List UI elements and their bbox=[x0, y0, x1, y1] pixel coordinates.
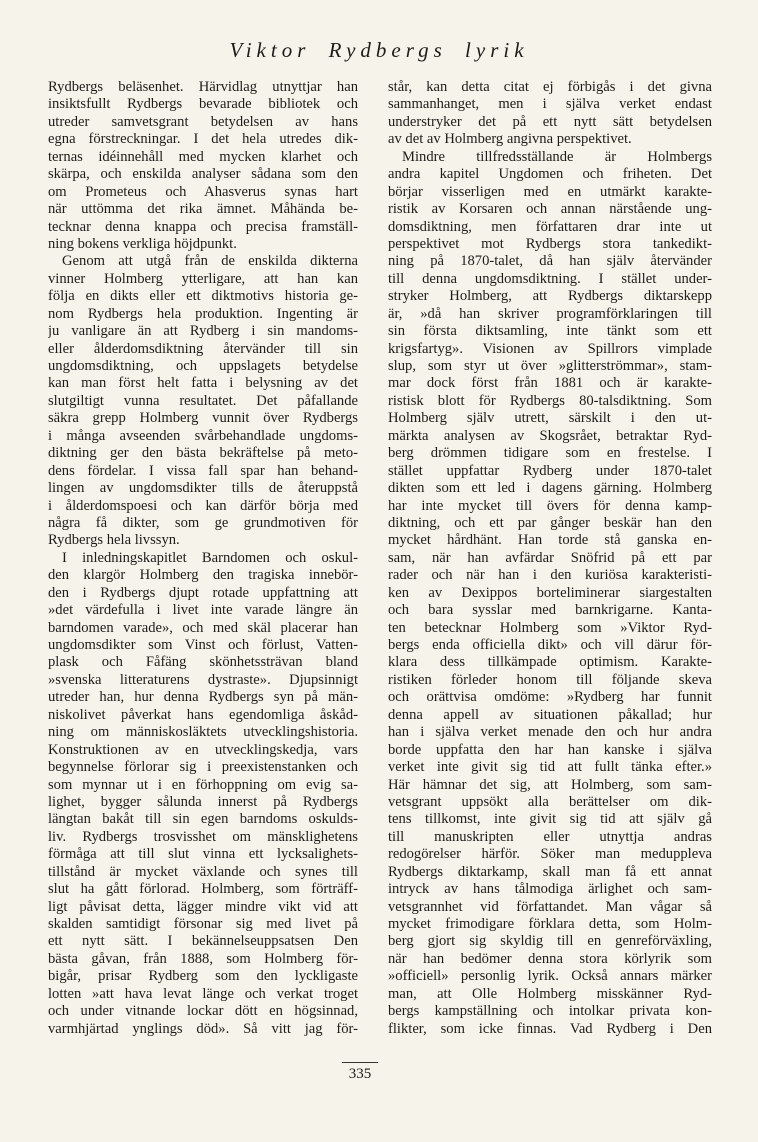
paragraph bbox=[388, 149, 712, 1038]
paragraph bbox=[48, 79, 358, 253]
text-line: bigår, prisar Rydberg som den lyckligaste bbox=[48, 968, 358, 985]
running-title: Viktor Rydbergs lyrik bbox=[229, 38, 529, 62]
text-line: bergs kampställning och intolkar privata kon- bbox=[388, 1003, 712, 1020]
text-line: borde uppfatta den har han kanske i själva bbox=[388, 741, 712, 758]
text-line: ungdomsdiktning, och uppslagets betydelse bbox=[48, 358, 358, 374]
text-line: längtan bakåt till sin egen barndoms oskulds- bbox=[48, 811, 358, 828]
text-line: ett nytt sätt. I bekännelseuppsatsen Den bbox=[48, 933, 358, 950]
text-line: när uttömma det rika ämnet. Måhända be- bbox=[48, 201, 358, 218]
text-line: klara dess tillkämpade optimism. Karakte- bbox=[388, 654, 712, 671]
text-line: har inte mycket till övers för denna kamp- bbox=[388, 497, 712, 514]
text-line: i många avseenden svårbehandlade ungdoms- bbox=[48, 427, 358, 444]
text-line: ligt påvisat detta, lägger mindre vikt vid att bbox=[48, 898, 358, 915]
text-line: bergs enda officiella dikt» och vill därur för- bbox=[388, 637, 712, 653]
text-line: till manuskripten eller utnyttja andras bbox=[388, 828, 712, 845]
text-line: vetsgrannhet vid författandet. Man vågar så bbox=[388, 898, 712, 915]
text-line: slut ha gått förlorad. Holmberg, som förträff- bbox=[48, 881, 358, 898]
text-line: ning på 1870-talet, då han själv återvänder bbox=[388, 253, 712, 270]
text-line: Rydbergs beläsenhet. Härvidlag utnyttjar han bbox=[48, 79, 358, 95]
text-line: Holmberg själv utrett, särskilt i den ut- bbox=[388, 410, 712, 427]
right-column bbox=[388, 79, 712, 1038]
text-line: plask och Fåfäng skönhetssträvan bland bbox=[48, 654, 358, 671]
text-line: begynnelse förlorar sig i preexistenstanken och bbox=[48, 759, 358, 776]
text-line: till denna ungdomsdiktning. I stället under- bbox=[388, 270, 712, 287]
text-line: ning om människosläktets utvecklingshistoria. bbox=[48, 724, 358, 741]
text-line: den i Rydbergs djupt rotade uppfattning att bbox=[48, 584, 358, 601]
text-line: dikten som ett led i dagens gärning. Holmberg bbox=[388, 480, 712, 497]
text-line: lighet, bygger sålunda innerst på Rydbergs bbox=[48, 793, 358, 810]
text-line: Rydbergs hela livssyn. bbox=[48, 532, 180, 549]
text-line: insiktsfullt Rydbergs bevarade bibliotek och bbox=[48, 96, 358, 113]
text-line: I inledningskapitlet Barndomen och oskul- bbox=[62, 549, 358, 566]
text-line: när han bedömer denna stora körlyrik som bbox=[388, 950, 712, 967]
text-line: verket inte givit sig tid att fullt tänka efter.» bbox=[388, 759, 712, 776]
text-line: förmåga att till slut vinna ett lycksalighets- bbox=[48, 846, 358, 863]
text-line: slup, som styr ut över »glitterströmmar», stam- bbox=[388, 358, 712, 374]
text-line: Rydbergs diktarkamp, skall man få ett annat bbox=[388, 863, 712, 880]
text-line: stryker Holmberg, att Rydbergs diktarskepp bbox=[388, 288, 712, 305]
text-line: liv. Rydbergs trosvisshet om mänsklighetens bbox=[48, 828, 358, 845]
text-line: ristik av Korsaren och annan närstående ung- bbox=[388, 201, 712, 218]
text-line: mar dock först från 1881 och är karakte- bbox=[388, 375, 712, 392]
text-line: dens fördelar. I vissa fall spar han behand- bbox=[48, 462, 358, 479]
text-line: domsdiktning, men författaren drar inte ut bbox=[388, 218, 712, 235]
text-line: varmhjärtad ynglings död». Så vitt jag för- bbox=[48, 1020, 358, 1037]
text-line: skalden samtidigt försonar sig med livet på bbox=[48, 916, 358, 932]
text-line: Konstruktionen av en utvecklingskedja, vars bbox=[48, 741, 358, 758]
text-line: stället uppfattar Rydberg under 1870-talet bbox=[388, 462, 712, 479]
text-line: Genom att utgå från de enskilda dikterna bbox=[62, 253, 358, 270]
text-line: Mindre tillfredsställande är Holmbergs bbox=[402, 148, 712, 165]
text-line: skärpa, och enskilda analyser sådana som den bbox=[48, 166, 358, 183]
text-line: och under vitnande lockar dött en högsinnad, bbox=[48, 1003, 358, 1020]
text-line: han i själva verket menade den och hur andra bbox=[388, 724, 712, 741]
text-line: eller ålderdomsdiktning återvänder till sin bbox=[48, 340, 358, 357]
text-line: mycket frimodigare förklara detta, som Holm- bbox=[388, 916, 712, 932]
text-line: är, »då han skriver programförklaringen till bbox=[388, 305, 712, 322]
text-line: diktning, och ett par gånger beskär han den bbox=[388, 514, 712, 531]
text-line: vinner Holmberg ytterligare, att han kan bbox=[48, 270, 358, 287]
text-line: Här hämnar det sig, att Holmberg, som sam- bbox=[388, 776, 712, 793]
text-line: denna appell av situationen påkallad; hur bbox=[388, 706, 712, 723]
text-line: i ålderdomspoesi och kan därför börja med bbox=[48, 497, 358, 514]
text-line: ten betecknar Holmberg som »Viktor Ryd- bbox=[388, 619, 712, 636]
text-line: perspektivet mot Rydbergs stora tankedikt- bbox=[388, 235, 712, 252]
text-line: tecknar denna knappa och precisa framställ- bbox=[48, 218, 358, 235]
text-line: diktning ger den bästa bekräftelse på meto- bbox=[48, 445, 358, 462]
text-line: lingen av ungdomsdikter tills de återuppstå bbox=[48, 480, 358, 497]
text-line: sammanhanget, men i själva verket endast bbox=[388, 96, 712, 113]
paragraph bbox=[48, 253, 358, 549]
text-line: vetsgrant uppsökt alla berättelser om dik- bbox=[388, 793, 712, 810]
text-line: om Prometeus och Ahasverus synas hart bbox=[48, 183, 358, 200]
text-line: nom Rydbergs hela produktion. Ingenting är bbox=[48, 305, 358, 322]
text-line: börjar visserligen med en utmärkt karakte- bbox=[388, 183, 712, 200]
text-line: säkra grepp Holmberg vunnit över Rydbergs bbox=[48, 410, 358, 427]
text-line: tillstånd är mycket växlande och synes till bbox=[48, 863, 358, 880]
text-line: »det värdefulla i livet inte varade längre än bbox=[48, 602, 358, 619]
text-line: ristisk blott för Rydbergs 80-talsdiktning. Som bbox=[388, 392, 712, 409]
text-line: den klargör Holmberg den tragiska innebör- bbox=[48, 567, 358, 584]
text-line: märkta analysen av Skogsrået, betraktar Ryd- bbox=[388, 427, 712, 444]
text-line: intryck av hans tålmodiga ärlighet och sam- bbox=[388, 881, 712, 898]
text-line: som mynnar ut i en förhoppning om evig sa- bbox=[48, 776, 358, 793]
paragraph bbox=[388, 79, 712, 149]
text-line: rader och när han i den kuriösa karakteristi- bbox=[388, 567, 712, 584]
text-line: sin första diktsamling, inte tänkt som ett bbox=[388, 323, 712, 340]
text-line: krigsfartyg». Visionen av Spillrors vimplade bbox=[388, 340, 712, 357]
text-line: ning bokens verkliga höjdpunkt. bbox=[48, 235, 237, 252]
text-line: och orättvisa omdöme: »Rydberg har funnit bbox=[388, 689, 712, 706]
text-line: utreder han, hur denna Rydbergs syn på män- bbox=[48, 689, 358, 706]
text-line: barndomen varade», och med skäl placerar han bbox=[48, 619, 358, 636]
paragraph bbox=[48, 550, 358, 1038]
text-line: ristiken förleder honom till följande skeva bbox=[388, 671, 712, 688]
text-line: av det av Holmberg angivna perspektivet. bbox=[388, 131, 632, 148]
page-number-rule bbox=[342, 1062, 378, 1063]
text-line: lotten »att hava levat länge och verkat troget bbox=[48, 985, 358, 1002]
text-line: ternas idéinnehåll med mycken klarhet och bbox=[48, 148, 358, 165]
text-line: man, att Olle Holmberg misskänner Ryd- bbox=[388, 985, 712, 1002]
text-line: andra kapitel Ungdomen och friheten. Det bbox=[388, 166, 712, 183]
text-line: »officiell» personlig lyrik. Också annars märker bbox=[388, 968, 712, 985]
text-line: tens tillkomst, inte givit sig tid att själv gå bbox=[388, 811, 712, 828]
text-line: ungdomsdikter som Vinst och förlust, Vatten- bbox=[48, 637, 358, 653]
text-line: slutgiltigt vunna resultatet. Det påfallande bbox=[48, 392, 358, 409]
text-line: ken av Dexippos borteliminerar siargestalten bbox=[388, 584, 712, 601]
text-line: niskolivet påverkat hans egendomliga åskåd- bbox=[48, 706, 358, 723]
text-line: och bara sysslar med barnkrigarne. Kanta- bbox=[388, 602, 712, 619]
text-line: följa en dikts eller ett diktmotivs historia ge- bbox=[48, 288, 358, 305]
text-line: egna förstreckningar. I det hela utredes dik- bbox=[48, 131, 358, 148]
text-line: sam, när han avfärdar Snöfrid på ett par bbox=[388, 549, 712, 566]
text-line: redogörelser härför. Söker man meduppleva bbox=[388, 846, 712, 863]
text-line: understryker det på ett nytt sätt betydelsen bbox=[388, 113, 712, 130]
text-line: kan man först helt fatta i belysning av det bbox=[48, 375, 358, 392]
text-line: mycket hårdhänt. Han torde stå ganska en- bbox=[388, 532, 712, 549]
page-number: 335 bbox=[348, 1066, 372, 1082]
text-line: bästa gåvan, från 1888, som Holmberg för- bbox=[48, 950, 358, 967]
text-line: berg drömmen tidigare som en frestelse. I bbox=[388, 445, 712, 462]
text-line: står, kan detta citat ej förbigås i det givna bbox=[388, 79, 712, 95]
text-line: utreder samvetsgrant betydelsen av hans bbox=[48, 113, 358, 130]
text-line: flikter, som icke finnas. Vad Rydberg i Den bbox=[388, 1020, 712, 1037]
text-line: några få dikter, som ge grundmotiven för bbox=[48, 514, 358, 531]
text-line: berg gjort sig skyldig till en genreförväxling, bbox=[388, 933, 712, 950]
left-column bbox=[48, 79, 358, 1038]
text-line: »svenska litteraturens dystraste». Djupsinnigt bbox=[48, 671, 358, 688]
text-line: ju vanligare än att Rydberg i sin mandoms- bbox=[48, 323, 358, 340]
